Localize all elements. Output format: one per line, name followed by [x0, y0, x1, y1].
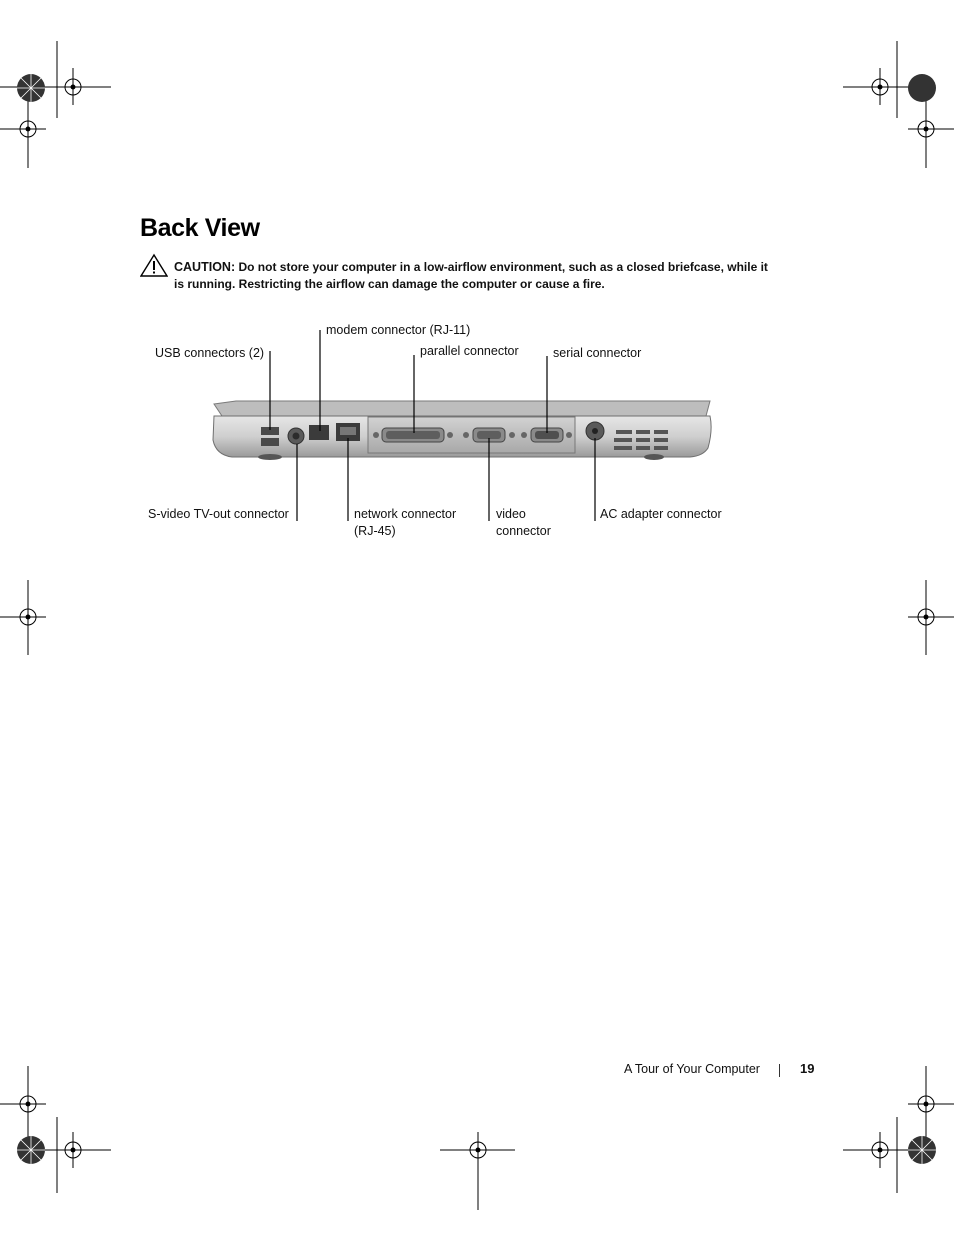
label-network-connector-line1: network connector: [354, 507, 457, 521]
caution-body: Do not store your computer in a low-airflow environment, such as a closed briefcase, while it is running. Restricting the airflow can damage the computer or cause a fire.: [174, 260, 768, 291]
label-video-connector-line2: connector: [496, 524, 551, 538]
label-parallel-connector: parallel connector: [420, 344, 519, 358]
label-network-connector-line2: (RJ-45): [354, 524, 396, 538]
caution-text-block: [174, 259, 774, 293]
footer-section-title: A Tour of Your Computer: [624, 1062, 760, 1076]
caution-label: CAUTION:: [174, 260, 236, 274]
page-title: Back View: [140, 214, 260, 242]
label-usb-connectors: USB connectors (2): [155, 346, 265, 360]
page-number: 19: [800, 1061, 815, 1076]
label-ac-adapter-connector: AC adapter connector: [600, 507, 722, 521]
warning-triangle-icon: [140, 253, 168, 277]
label-svideo-connector: S-video TV-out connector: [148, 507, 289, 521]
label-modem-connector: modem connector (RJ-11): [326, 323, 471, 337]
label-serial-connector: serial connector: [553, 346, 642, 360]
label-video-connector-line1: video: [496, 507, 526, 521]
footer-separator: [779, 1064, 780, 1077]
